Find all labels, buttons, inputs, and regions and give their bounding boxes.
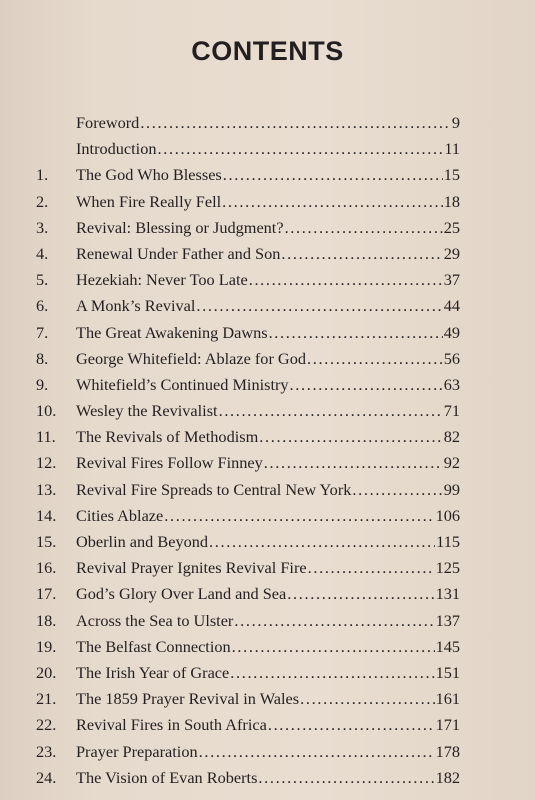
page-number: 82: [443, 427, 460, 447]
chapter-title: Revival Fires in South Africa: [76, 715, 267, 735]
dot-leader: [264, 453, 443, 473]
page-number: 25: [443, 217, 460, 237]
chapter-title: Foreword: [76, 113, 140, 132]
toc-entry: [36, 296, 460, 322]
toc-entry: [36, 349, 460, 375]
toc-entry: [36, 427, 460, 453]
chapter-title: The Irish Year of Grace: [76, 662, 230, 682]
chapter-number: 14.: [36, 505, 57, 525]
toc-entry: [36, 375, 460, 401]
dot-leader: [258, 768, 434, 788]
chapter-number: 23.: [36, 741, 57, 761]
chapter-title: Whitefield’s Continued Ministry: [76, 374, 289, 394]
chapter-number: 22.: [36, 715, 57, 735]
chapter-number: 2.: [36, 191, 49, 211]
chapter-number: 5.: [36, 270, 49, 290]
page-number: 49: [443, 322, 460, 342]
chapter-title: Renewal Under Father and Son: [76, 243, 281, 263]
page-number: 56: [443, 348, 460, 368]
chapter-title: Across the Sea to Ulster: [76, 610, 234, 630]
dot-leader: [281, 244, 442, 264]
chapter-title: The Vision of Evan Roberts: [76, 767, 258, 787]
dot-leader: [300, 689, 434, 709]
dot-leader: [287, 584, 434, 604]
toc-entry: [36, 218, 460, 244]
page-number: 106: [435, 505, 460, 525]
toc-entry: [36, 558, 460, 584]
dot-leader: [352, 480, 442, 500]
toc-entry: [36, 584, 460, 610]
page-title: CONTENTS: [191, 36, 344, 66]
chapter-number: 19.: [36, 636, 57, 656]
page-number: 15: [443, 165, 460, 185]
toc-entry: [36, 165, 460, 191]
chapter-number: 6.: [36, 296, 49, 316]
dot-leader: [269, 323, 443, 343]
chapter-title: Hezekiah: Never Too Late: [76, 270, 248, 290]
dot-leader: [140, 113, 451, 133]
chapter-title: Cities Ablaze: [76, 505, 164, 525]
chapter-title: Prayer Preparation: [76, 741, 198, 761]
dot-leader: [164, 506, 434, 526]
toc-entry: [36, 715, 460, 741]
page-number: 29: [443, 243, 460, 263]
toc-entry: [36, 480, 460, 506]
chapter-number: 24.: [36, 767, 57, 787]
chapter-title: Wesley the Revivalist: [76, 401, 218, 421]
toc-entry: [36, 244, 460, 270]
dot-leader: [157, 139, 443, 159]
toc-entry: [36, 113, 460, 139]
page-number: 44: [443, 296, 460, 316]
chapter-title: The God Who Blesses: [76, 165, 222, 185]
chapter-number: 20.: [36, 662, 57, 682]
chapter-number: 13.: [36, 479, 57, 499]
chapter-title: Revival Fires Follow Finney: [76, 453, 263, 473]
chapter-number: 15.: [36, 532, 57, 551]
page-number: 161: [435, 689, 460, 709]
toc-entry: [36, 742, 460, 768]
chapter-title: Revival Prayer Ignites Revival Fire: [76, 558, 307, 578]
page-number: 18: [443, 191, 460, 211]
dot-leader: [307, 349, 443, 369]
toc-entry: [36, 401, 460, 427]
chapter-title: Introduction: [76, 139, 157, 159]
chapter-number: 3.: [36, 217, 49, 237]
dot-leader: [209, 532, 435, 552]
dot-leader: [234, 611, 434, 631]
page-number: 115: [436, 532, 460, 551]
chapter-title: The Revivals of Methodism: [76, 427, 259, 447]
table-of-contents: [36, 113, 460, 794]
toc-entry: [36, 453, 460, 479]
toc-entry: [36, 611, 460, 637]
page-number: 92: [443, 453, 460, 473]
toc-entry: [36, 532, 460, 558]
chapter-number: 1.: [36, 165, 49, 185]
chapter-title: The Belfast Connection: [76, 636, 231, 656]
dot-leader: [196, 296, 442, 316]
page-number: 71: [443, 401, 460, 421]
chapter-number: 11.: [36, 427, 56, 447]
page-number: 131: [435, 584, 460, 604]
chapter-number: 8.: [36, 348, 49, 368]
dot-leader: [285, 218, 443, 238]
toc-entry: [36, 506, 460, 532]
chapter-title: A Monk’s Revival: [76, 296, 196, 316]
toc-entry: [36, 139, 460, 165]
toc-entry: [36, 663, 460, 689]
chapter-number: 7.: [36, 322, 49, 342]
chapter-title: The 1859 Prayer Revival in Wales: [76, 689, 300, 709]
chapter-number: 10.: [36, 401, 57, 421]
dot-leader: [232, 637, 435, 657]
chapter-number: 4.: [36, 243, 49, 263]
chapter-number: 12.: [36, 453, 57, 473]
page-number: 63: [443, 374, 460, 394]
page-number: 182: [435, 767, 460, 787]
page-number: 171: [435, 715, 460, 735]
page-number: 178: [435, 741, 460, 761]
dot-leader: [219, 401, 443, 421]
chapter-title: When Fire Really Fell: [76, 191, 222, 211]
chapter-number: 21.: [36, 689, 57, 709]
dot-leader: [199, 742, 435, 762]
toc-entry: [36, 323, 460, 349]
dot-leader: [268, 715, 435, 735]
toc-entry: [36, 192, 460, 218]
chapter-number: 18.: [36, 610, 57, 630]
page-number: 11: [444, 139, 460, 159]
dot-leader: [259, 427, 442, 447]
chapter-title: Revival Fire Spreads to Central New York: [76, 479, 352, 499]
chapter-title: George Whitefield: Ablaze for God: [76, 348, 306, 368]
toc-entry: [36, 689, 460, 715]
dot-leader: [249, 270, 443, 290]
toc-entry: [36, 270, 460, 296]
page-number: 99: [443, 479, 460, 499]
dot-leader: [290, 375, 443, 395]
chapter-number: 9.: [36, 374, 49, 394]
dot-leader: [308, 558, 435, 578]
chapter-title: Oberlin and Beyond: [76, 532, 209, 551]
toc-entry: [36, 637, 460, 663]
toc-entry: [36, 768, 460, 794]
chapter-title: God’s Glory Over Land and Sea: [76, 584, 287, 604]
chapter-number: 17.: [36, 584, 57, 604]
page-number: 125: [435, 558, 460, 578]
dot-leader: [223, 165, 443, 185]
page-number: 37: [443, 270, 460, 290]
page-number: 145: [435, 636, 460, 656]
dot-leader: [222, 192, 443, 212]
page-number: 151: [435, 662, 460, 682]
page-number: 9: [451, 113, 460, 132]
chapter-title: Revival: Blessing or Judgment?: [76, 217, 284, 237]
page-number: 137: [435, 610, 460, 630]
chapter-number: 16.: [36, 558, 57, 578]
dot-leader: [230, 663, 434, 683]
chapter-title: The Great Awakening Dawns: [76, 322, 268, 342]
